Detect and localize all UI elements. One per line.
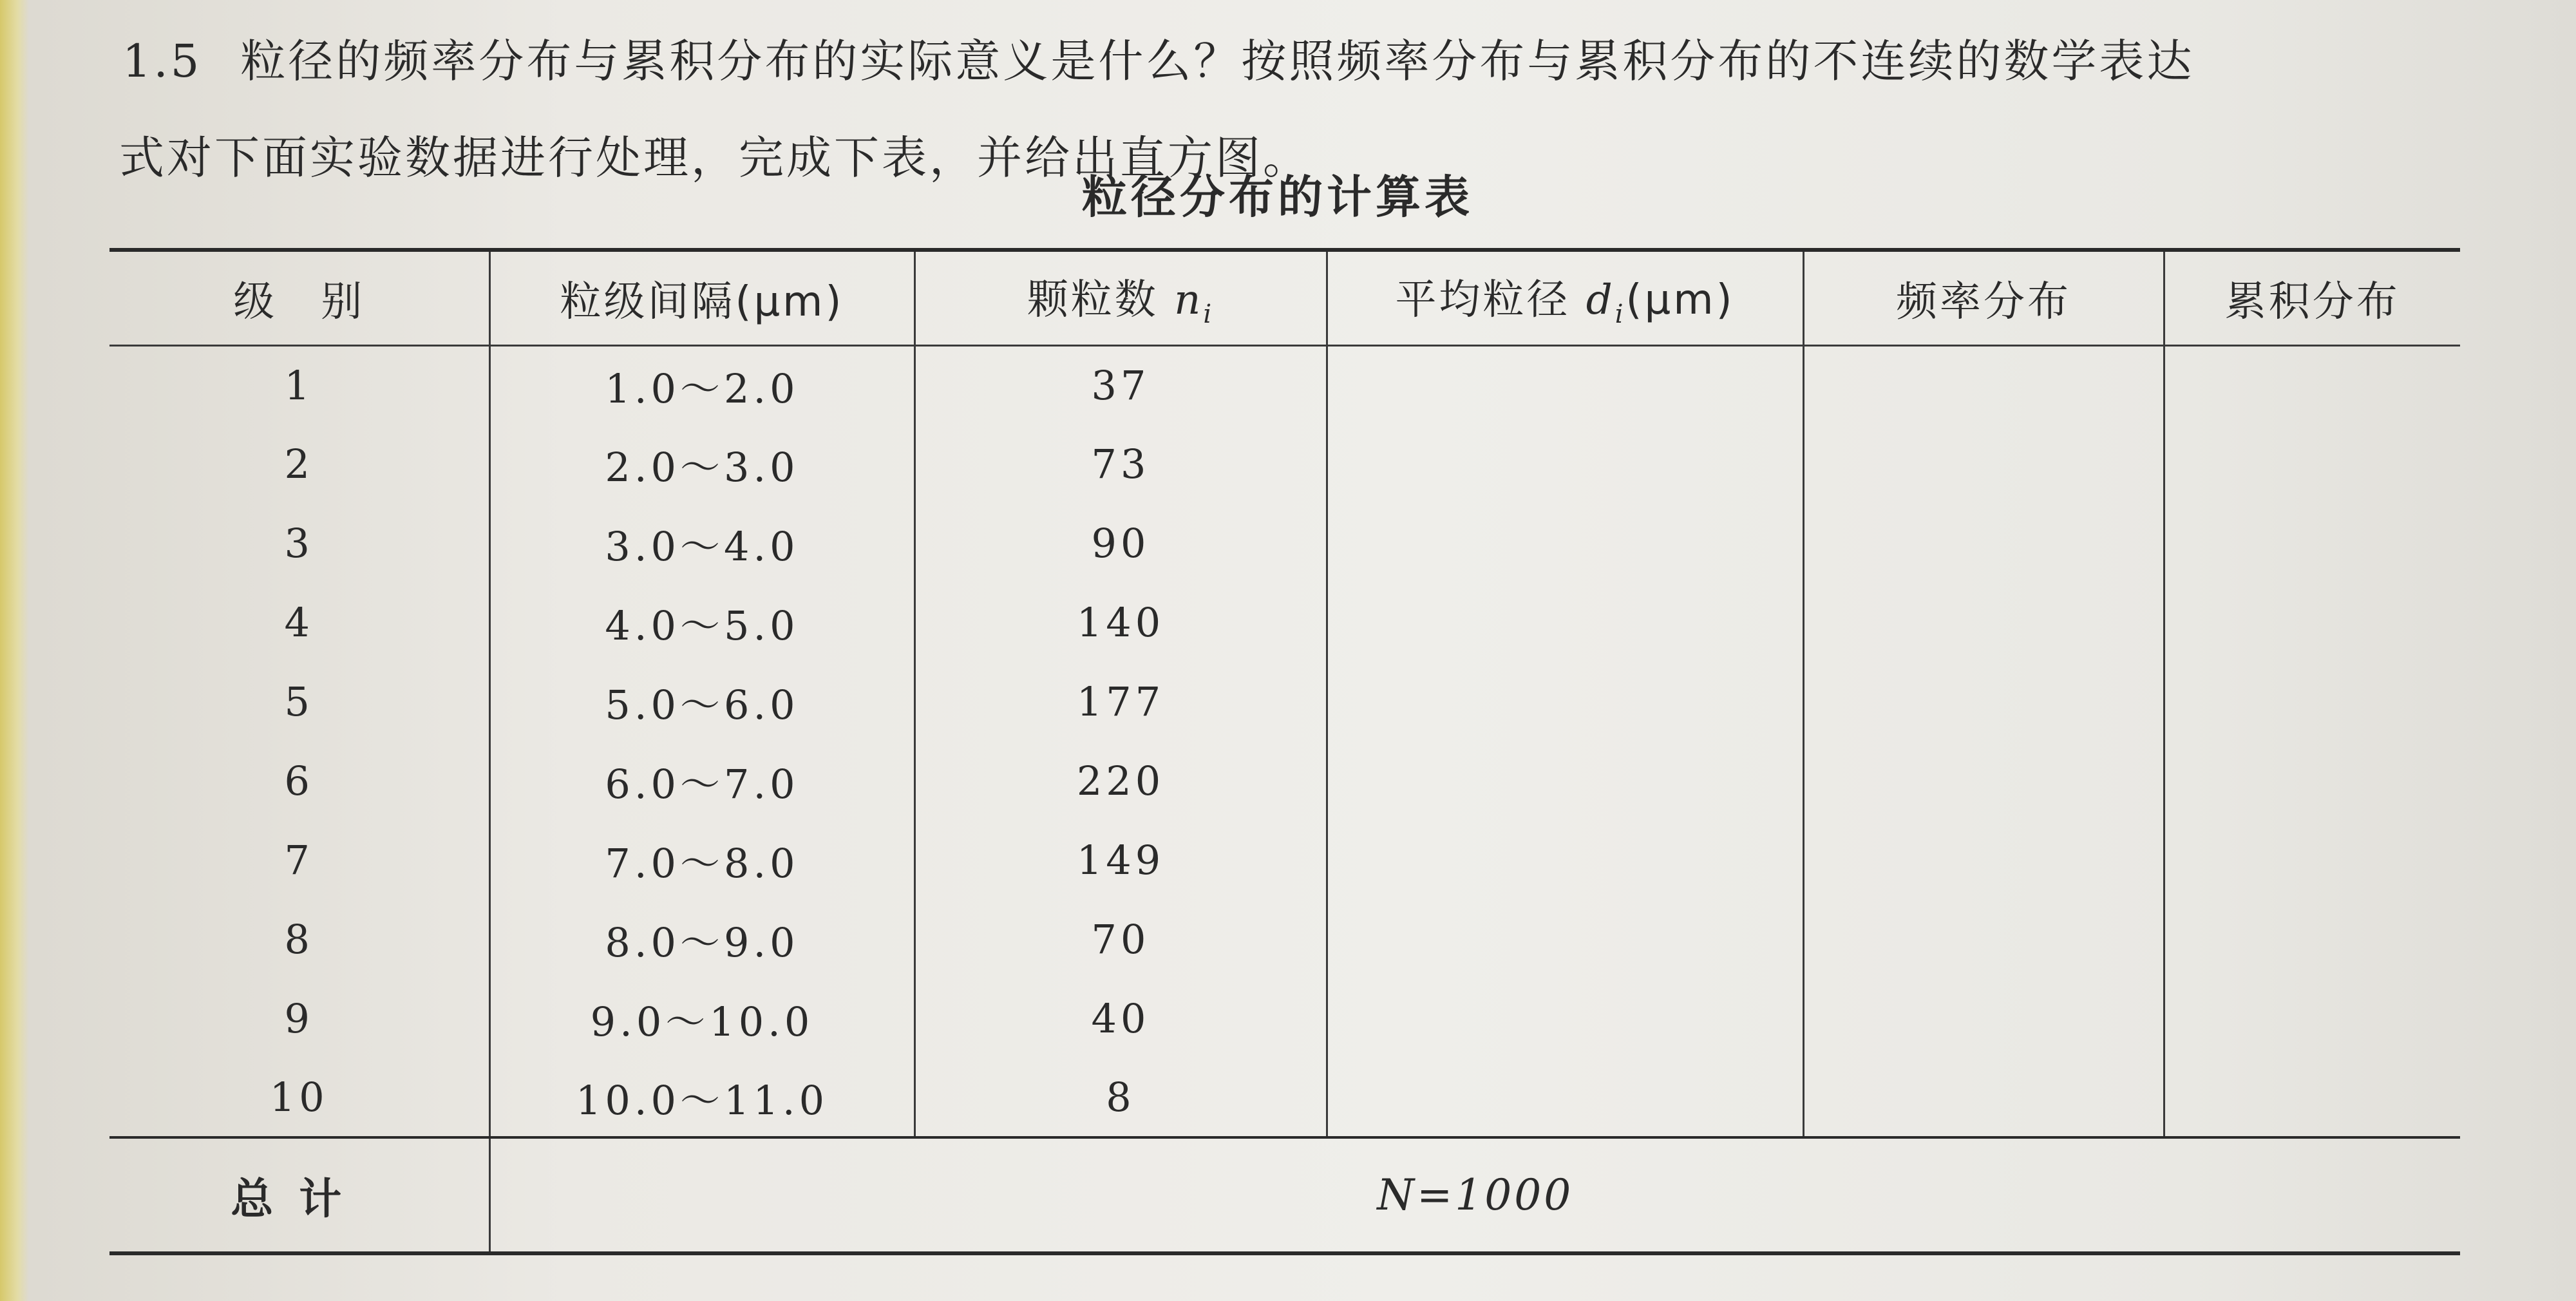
header-frequency: 频率分布 — [1803, 250, 2164, 345]
cell-count: 37 — [914, 345, 1327, 424]
header-mean-variable: $d_i$ — [1586, 276, 1626, 330]
cell-mean — [1327, 741, 1803, 821]
cell-cumulative — [2164, 1058, 2460, 1137]
cell-mean — [1327, 662, 1803, 741]
cell-interval: 6.0～7.0 — [489, 741, 914, 821]
cell-interval: 7.0～8.0 — [489, 821, 914, 900]
cell-frequency — [1803, 583, 2164, 662]
cell-grade: 5 — [284, 678, 314, 725]
question-number: 1.5 — [122, 35, 202, 88]
table-row — [109, 900, 2460, 979]
cell-interval: 5.0～6.0 — [489, 662, 914, 741]
cell-grade: 9 — [284, 995, 314, 1042]
table-row — [109, 979, 2460, 1058]
cell-interval: 2.0～3.0 — [489, 424, 914, 504]
cell-frequency — [1803, 504, 2164, 583]
header-grade: 级 别 — [233, 278, 365, 326]
table-row — [109, 662, 2460, 741]
cell-mean — [1327, 821, 1803, 900]
cell-frequency — [1803, 424, 2164, 504]
header-mean-label: 平均粒径 — [1395, 276, 1586, 325]
cell-count: 40 — [914, 979, 1327, 1058]
header-mean-size — [1327, 250, 1803, 345]
cell-count: 140 — [914, 583, 1327, 662]
cell-frequency — [1803, 662, 2164, 741]
cell-count: 177 — [914, 662, 1327, 741]
cell-cumulative — [2164, 900, 2460, 979]
header-count-variable: $n_i$ — [1174, 276, 1215, 330]
cell-interval: 3.0～4.0 — [489, 504, 914, 583]
cell-cumulative — [2164, 741, 2460, 821]
cell-count: 8 — [914, 1058, 1327, 1137]
table-row — [109, 424, 2460, 504]
cell-count: 220 — [914, 741, 1327, 821]
table-row — [109, 741, 2460, 821]
cell-grade: 4 — [284, 599, 314, 646]
total-value: N=1000 — [489, 1137, 2460, 1253]
cell-mean — [1327, 345, 1803, 424]
cell-mean — [1327, 900, 1803, 979]
table-row — [109, 504, 2460, 583]
table-row — [109, 345, 2460, 424]
cell-mean — [1327, 424, 1803, 504]
cell-cumulative — [2164, 345, 2460, 424]
header-cumulative: 累积分布 — [2164, 250, 2460, 345]
cell-frequency — [1803, 741, 2164, 821]
cell-grade: 6 — [284, 757, 314, 804]
cell-count: 90 — [914, 504, 1327, 583]
total-label: 总计 — [231, 1174, 368, 1224]
cell-cumulative — [2164, 821, 2460, 900]
cell-mean — [1327, 504, 1803, 583]
header-mean-unit: (μm) — [1625, 276, 1735, 325]
cell-count: 70 — [914, 900, 1327, 979]
cell-mean — [1327, 979, 1803, 1058]
cell-grade: 8 — [284, 916, 314, 963]
cell-mean — [1327, 1058, 1803, 1137]
cell-interval: 1.0～2.0 — [489, 345, 914, 424]
table-total-row — [109, 1137, 2460, 1253]
header-count — [914, 250, 1327, 345]
header-interval: 粒级间隔(μm) — [489, 250, 914, 345]
cell-interval: 8.0～9.0 — [489, 900, 914, 979]
cell-count: 149 — [914, 821, 1327, 900]
table-row — [109, 583, 2460, 662]
cell-mean — [1327, 583, 1803, 662]
cell-frequency — [1803, 1058, 2164, 1137]
table-row — [109, 1058, 2460, 1137]
cell-grade: 10 — [269, 1074, 328, 1121]
cell-interval: 9.0～10.0 — [489, 979, 914, 1058]
cell-frequency — [1803, 900, 2164, 979]
cell-grade: 7 — [284, 837, 314, 884]
question-text-line2: 式对下面实验数据进行处理，完成下表，并给出直方图。 — [119, 131, 1311, 184]
cell-cumulative — [2164, 662, 2460, 741]
cell-cumulative — [2164, 424, 2460, 504]
table-row — [109, 821, 2460, 900]
cell-frequency — [1803, 979, 2164, 1058]
cell-grade: 2 — [284, 441, 314, 488]
cell-interval: 4.0～5.0 — [489, 583, 914, 662]
cell-cumulative — [2164, 583, 2460, 662]
cell-grade: 3 — [284, 520, 314, 567]
table-title: 粒径分布的计算表 — [1082, 171, 1473, 223]
question-text-line1: 粒径的频率分布与累积分布的实际意义是什么？按照频率分布与累积分布的不连续的数学表达 — [240, 35, 2195, 88]
cell-count: 73 — [914, 424, 1327, 504]
cell-frequency — [1803, 821, 2164, 900]
particle-size-distribution-table — [109, 248, 2460, 1255]
cell-frequency — [1803, 345, 2164, 424]
table-header-row — [109, 250, 2460, 345]
cell-interval: 10.0～11.0 — [489, 1058, 914, 1137]
cell-cumulative — [2164, 504, 2460, 583]
cell-cumulative — [2164, 979, 2460, 1058]
cell-grade: 1 — [284, 361, 314, 409]
header-count-label: 颗粒数 — [1027, 276, 1175, 325]
page-binding-edge — [0, 0, 29, 1301]
